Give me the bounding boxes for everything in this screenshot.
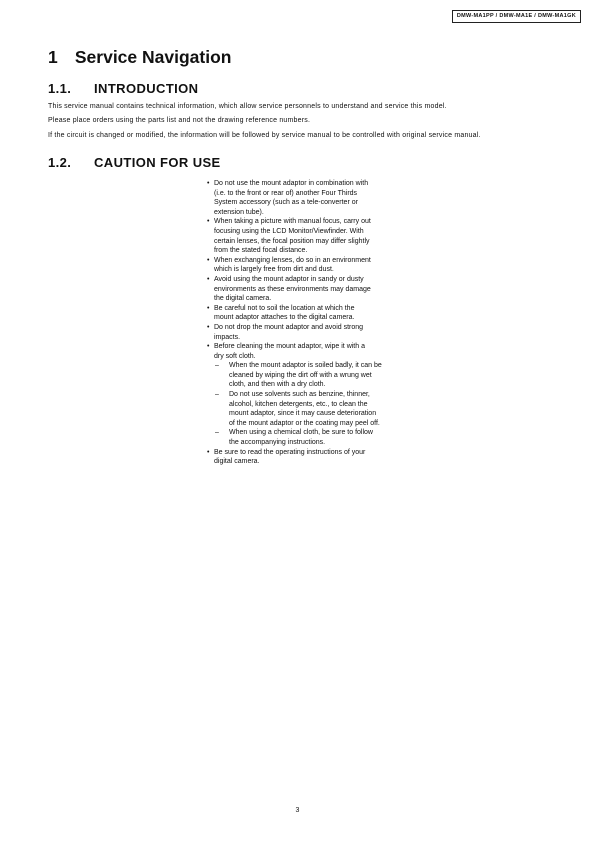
- caution-sub-item: [207, 361, 407, 390]
- section-number: 1.2.: [48, 155, 72, 170]
- caution-line: cleaned by wiping the dirt off with a wrung wet: [229, 371, 372, 379]
- section-title: CAUTION FOR USE: [94, 155, 221, 170]
- chapter-title: [48, 47, 231, 68]
- caution-line: digital camera.: [214, 458, 260, 466]
- caution-item: [207, 217, 407, 255]
- bullet-icon: •: [207, 256, 210, 264]
- section-caution-heading: [48, 155, 221, 170]
- bullet-icon: •: [207, 218, 210, 226]
- caution-line: mount adaptor, since it may cause deterioration: [229, 410, 377, 418]
- caution-line: (i.e. to the front or rear of) another Four Thirds: [214, 189, 358, 197]
- caution-line: from the stated focal distance.: [214, 247, 308, 255]
- bullet-icon: •: [207, 304, 210, 312]
- dash-icon: –: [215, 362, 219, 370]
- caution-line: of the mount adaptor or the coating may peel off.: [229, 419, 380, 427]
- dash-icon: –: [215, 391, 219, 399]
- caution-item: [207, 179, 407, 217]
- page-number: 3: [295, 807, 300, 814]
- caution-item: [207, 256, 407, 275]
- caution-line: Avoid using the mount adaptor in sandy or dusty: [214, 275, 364, 283]
- caution-line: certain lenses, the focal position may differ slightly: [214, 237, 370, 245]
- bullet-icon: •: [207, 323, 210, 331]
- caution-line: Do not drop the mount adaptor and avoid strong: [214, 323, 364, 331]
- bullet-icon: •: [207, 343, 210, 351]
- caution-line: alcohol, kitchen detergents, etc., to clean the: [229, 400, 368, 408]
- intro-paragraph-1: This service manual contains technical information, which allow service personnels to understand and service this model.: [48, 103, 447, 110]
- caution-line: focusing using the LCD Monitor/Viewfinder. With: [214, 227, 364, 235]
- caution-item: [207, 448, 407, 467]
- intro-paragraph-3: If the circuit is changed or modified, the information will be followed by service manual to be controlled with original service manual.: [48, 132, 481, 139]
- bullet-icon: •: [207, 448, 210, 456]
- caution-line: which is largely free from dirt and dust.: [214, 266, 334, 274]
- caution-line: the accompanying instructions.: [229, 439, 326, 447]
- caution-line: Do not use the mount adaptor in combination with: [214, 180, 369, 187]
- caution-line: mount adaptor attaches to the digital camera.: [214, 314, 355, 322]
- section-introduction-heading: [48, 81, 198, 96]
- intro-paragraph-2: Please place orders using the parts list and not the drawing reference numbers.: [48, 117, 311, 124]
- caution-sub-item: [207, 428, 407, 447]
- caution-item: [207, 342, 407, 361]
- chapter-number: 1: [48, 47, 58, 67]
- dash-icon: –: [215, 429, 219, 437]
- caution-line: Be careful not to soil the location at which the: [214, 304, 355, 312]
- section-title: INTRODUCTION: [94, 81, 199, 96]
- caution-line: Before cleaning the mount adaptor, wipe it with a: [214, 343, 365, 351]
- caution-line: Do not use solvents such as benzine, thinner,: [229, 391, 370, 399]
- caution-item: [207, 275, 407, 304]
- caution-line: impacts.: [214, 333, 241, 341]
- caution-line: System accessory (such as a tele-converter or: [214, 199, 358, 207]
- bullet-icon: •: [207, 275, 210, 283]
- caution-line: extension tube).: [214, 208, 264, 216]
- caution-line: dry soft cloth.: [214, 352, 256, 360]
- caution-item: [207, 323, 407, 342]
- caution-line: When exchanging lenses, do so in an environment: [214, 256, 371, 264]
- caution-line: When the mount adaptor is soiled badly, it can be: [229, 362, 382, 370]
- bullet-icon: •: [207, 180, 210, 187]
- caution-line: When using a chemical cloth, be sure to follow: [229, 429, 373, 437]
- caution-line: environments as these environments may damage: [214, 285, 371, 293]
- caution-item: [207, 304, 407, 323]
- model-number-label: DMW-MA1PP / DMW-MA1E / DMW-MA1GK: [452, 10, 581, 23]
- caution-line: the digital camera.: [214, 295, 272, 303]
- caution-line: Be sure to read the operating instructions of your: [214, 448, 366, 456]
- chapter-title-text: Service Navigation: [74, 47, 232, 67]
- caution-sub-item: [207, 390, 407, 428]
- caution-line: cloth, and then with a dry cloth.: [229, 381, 326, 389]
- section-number: 1.1.: [48, 81, 72, 96]
- caution-line: When taking a picture with manual focus, carry out: [214, 218, 371, 226]
- caution-list: [207, 179, 407, 467]
